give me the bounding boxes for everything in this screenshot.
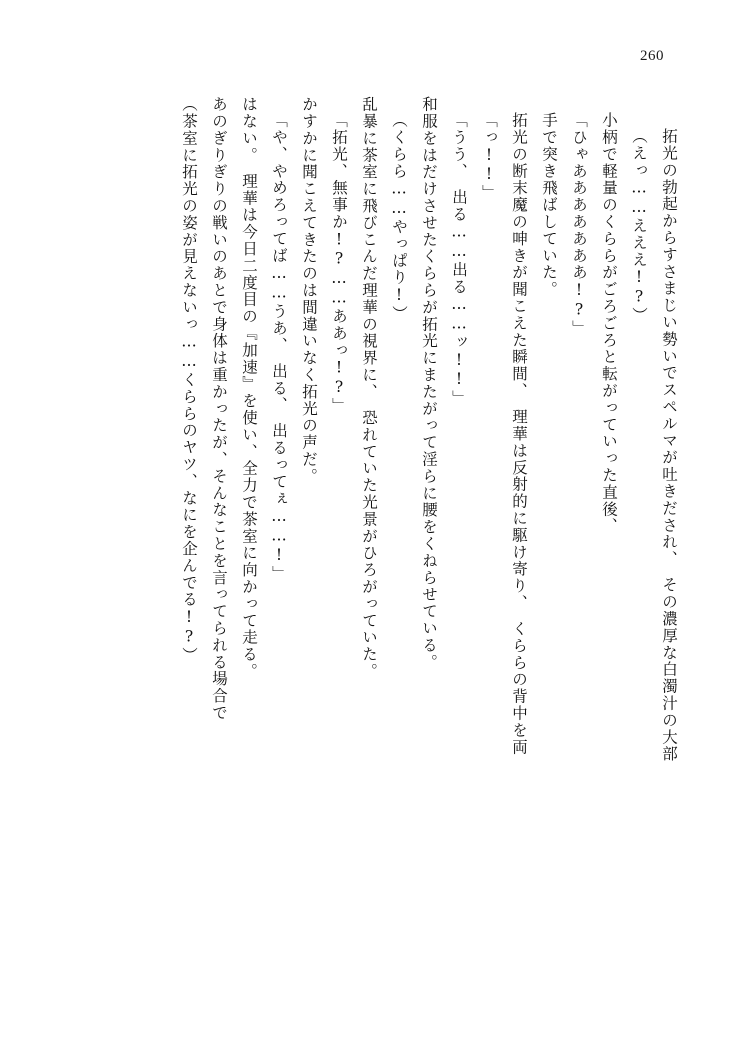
text-column: （えっ……えええ!?） (630, 128, 648, 324)
text-column: はない。 理華は今日二度目の『加速』を使い、全力で茶室に向かって走る。 (240, 96, 258, 680)
text-column: 拓光の断末魔の呻きが聞こえた瞬間、 理華は反射的に駆け寄り、 くららの背中を両 (510, 112, 528, 756)
text-column: 和服をはだけさせたくららが拓光にまたがって淫らに腰をくねらせている。 (420, 96, 438, 671)
text-column: 「や、やめろってば……うあ、 出る、 出るってぇ……!」 (270, 112, 288, 583)
text-column: 「うう、 出る……出る……ッ!!」 (450, 112, 468, 407)
text-column: 「拓光、無事か!?……ああっ!?」 (330, 112, 348, 415)
text-column: あのぎりぎりの戦いのあとで身体は重かったが、そんなことを言ってられる場合で (210, 96, 228, 722)
text-column: 手で突き飛ばしていた。 (540, 112, 558, 298)
page-number: 260 (640, 48, 664, 64)
text-column: 「っ!!」 (480, 112, 498, 202)
text-column: 乱暴に茶室に飛びこんだ理華の視界に、 恐れていた光景がひろがっていた。 (360, 96, 378, 680)
text-column: 拓光の勃起からすさまじい勢いでスペルマが吐きだされ、 その濃厚な白濁汁の大部 (660, 128, 678, 763)
text-column: 小柄で軽量のくららがごろごろと転がっていった直後、 (600, 112, 618, 535)
vertical-text-body (64, 96, 676, 976)
text-column: （くらら……やっぱり!） (390, 112, 408, 323)
text-column: （茶室に拓光の姿が見えないっ……くららのヤツ、なにを企んでる!?） (180, 96, 198, 664)
text-column: 「ひゃあああああああ!?」 (570, 112, 588, 337)
text-column: かすかに聞こえてきたのは間違いなく拓光の声だ。 (300, 96, 318, 485)
